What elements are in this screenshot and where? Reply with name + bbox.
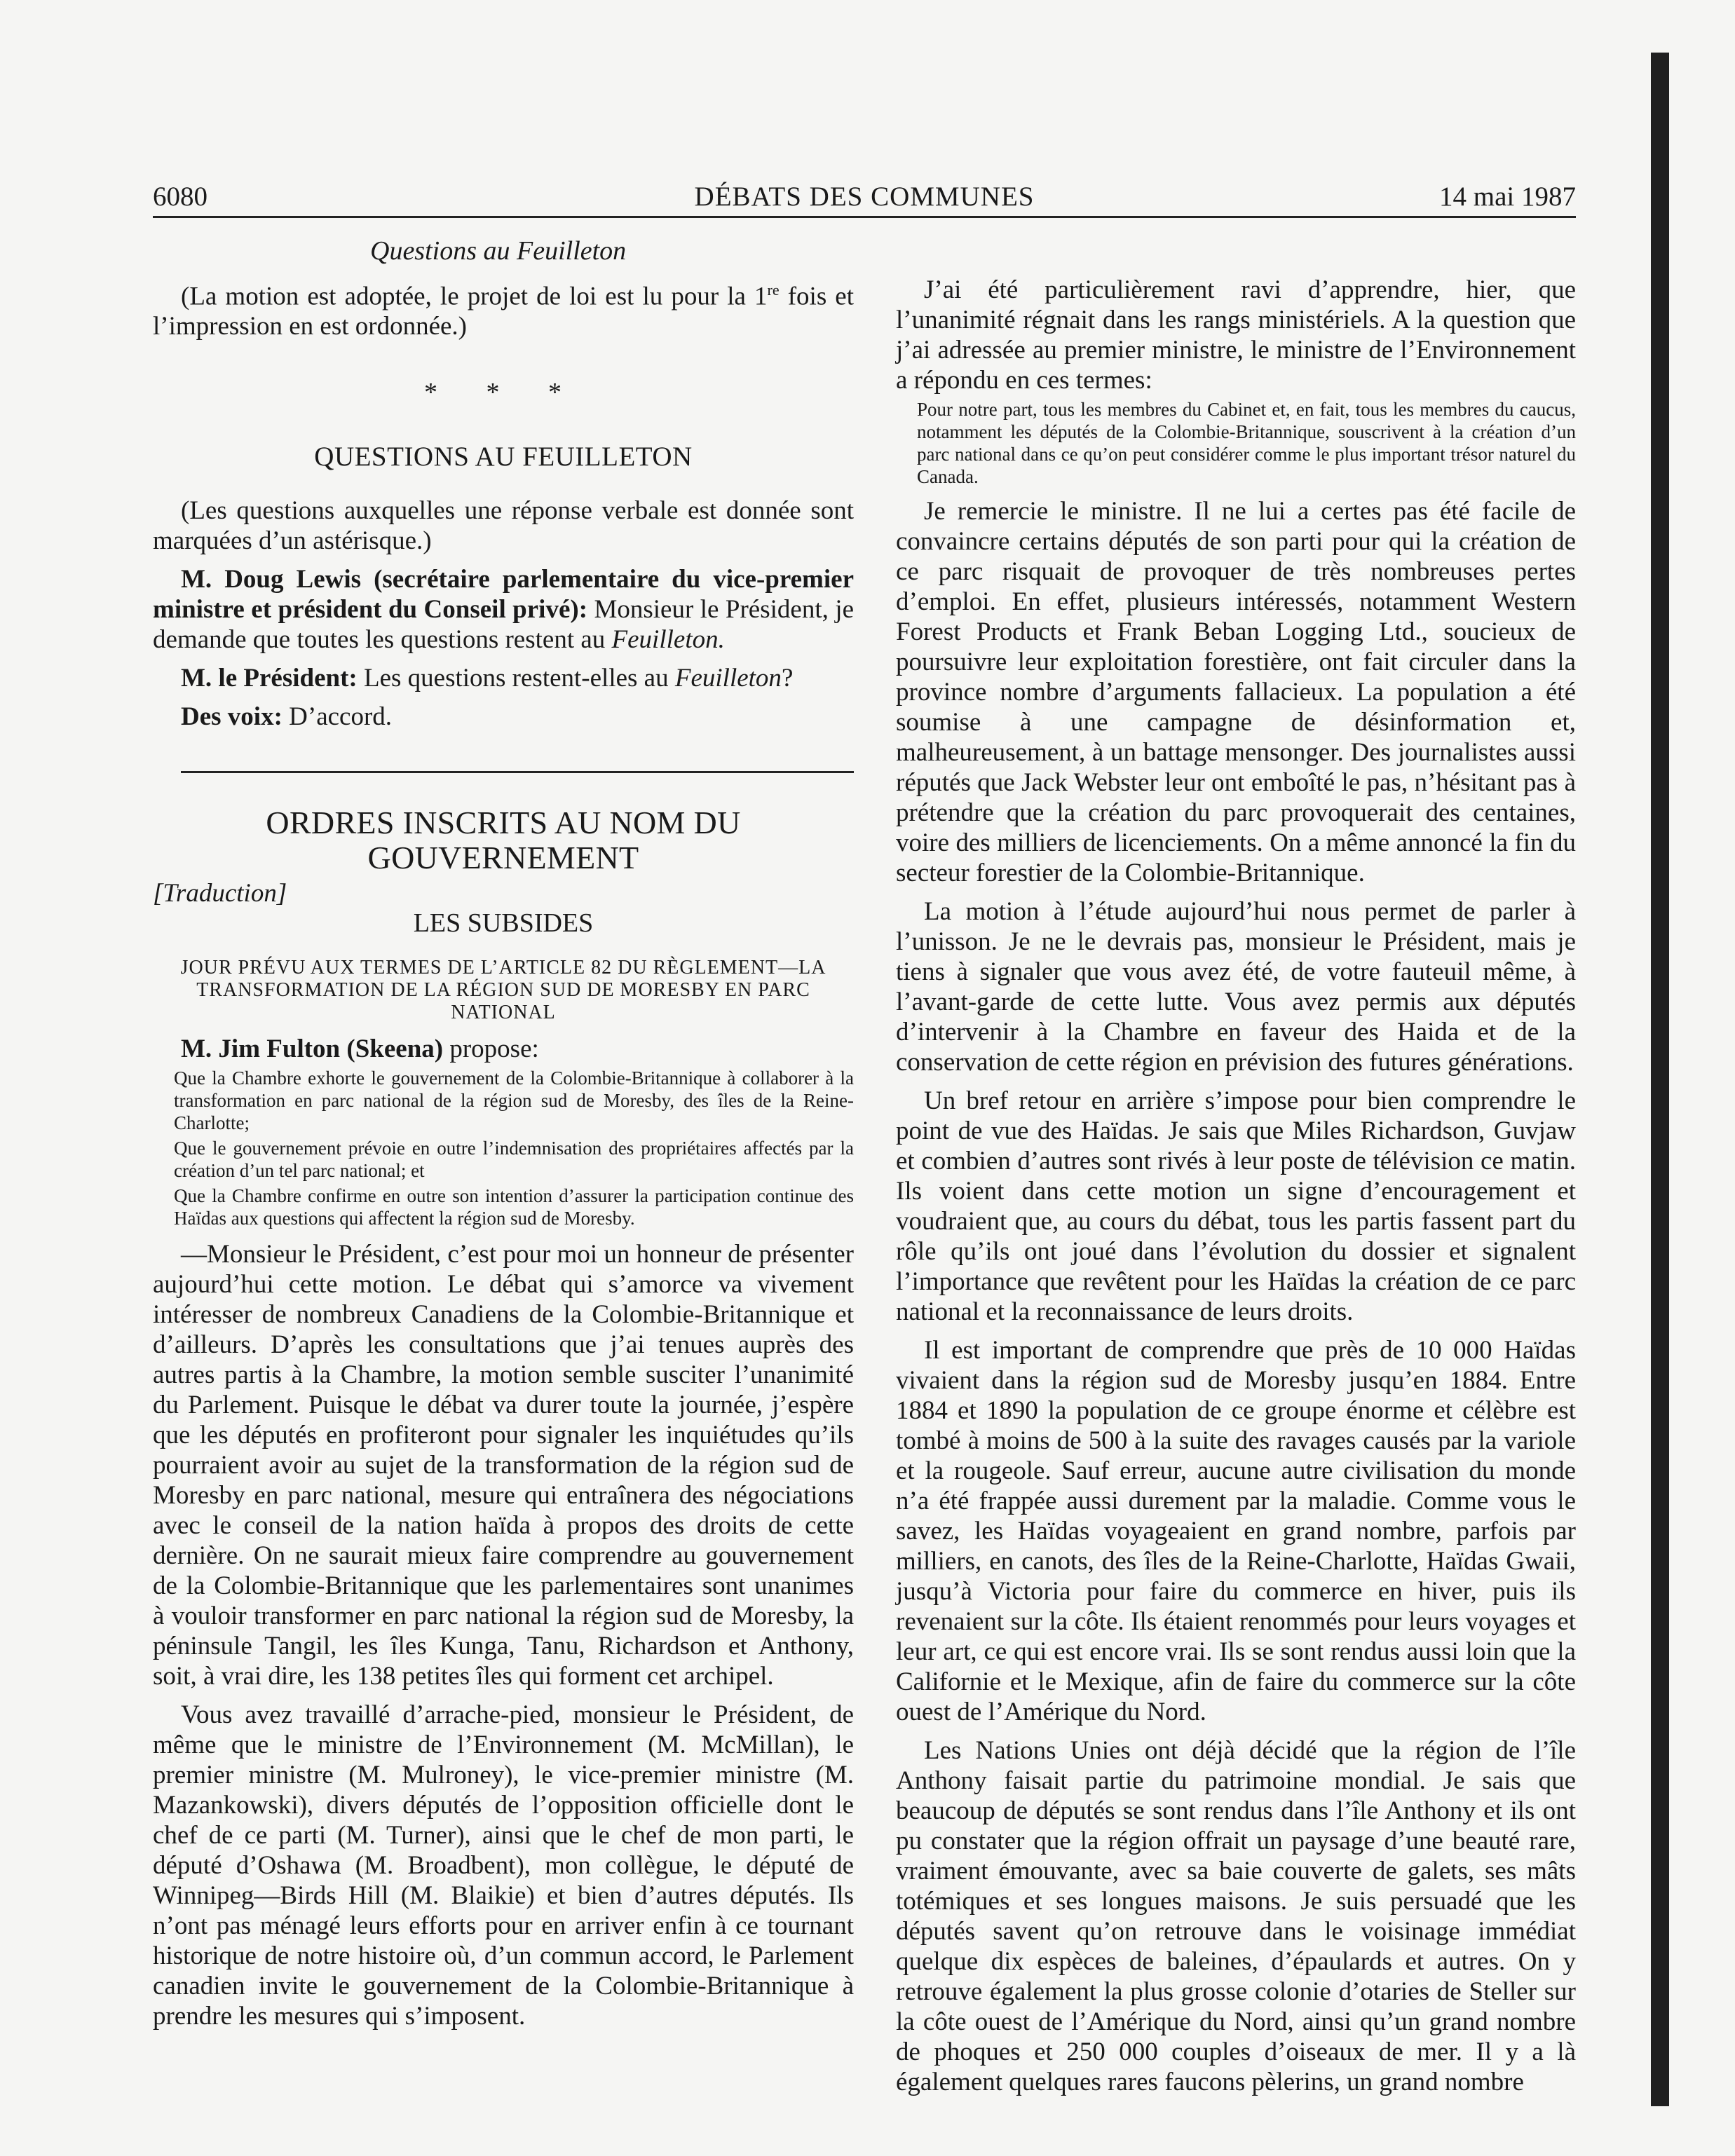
publication-title: DÉBATS DES COMMUNES [694,182,1035,212]
fulton-speech-paragraph: Vous avez travaillé d’arrache-pied, monsieur le Président, de même que le ministre de l’Environnement (M. McMillan), le premier ministre (M. Mulroney), le vice-premier ministre (M. Mazankowski), divers députés de l’opposition officielle dont le chef de ce parti (M. Turner), ainsi que le chef de mon parti, le député d’Oshawa (M. Broadbent), mon collègue, le député de Winnipeg—Birds Hill (M. Blaikie) et bien d’autres députés. Ils n’ont pas ménagé leurs efforts pour en arriver enfin à ce tournant historique de notre histoire où, d’un commun accord, le Parlement canadien invite le gouvernement de la Colombie-Britannique à prendre les mesures qui s’imposent. [153,1700,854,2031]
right-column [896,275,1576,2097]
header-rule [153,216,1576,218]
scan-edge-bar [1651,53,1669,2106]
lewis-intervention: M. Doug Lewis (secrétaire parlementaire du vice-premier ministre et président du Conseil privé): Monsieur le Président, je demande que toutes les questions restent au Feuilleton. [153,565,855,655]
questions-heading: QUESTIONS AU FEUILLETON [314,442,693,472]
speech-paragraph: Un bref retour en arrière s’impose pour bien comprendre le point de vue des Haïdas. Je sais que Miles Richardson, Guvjaw et combien d’autres sont rivés à leur poste de télévision ce matin. Ils voient dans cette motion un signe d’encouragement et voudraient que, au cours du débat, tous les partis fassent part du rôle qu’ils ont joué dans l’évolution du dossier et signalent l’importance que revêtent pour les Haïdas la création de ce parc national et la reconnaissance de leurs droits. [896,1086,1576,1326]
motion-clause-1: Que la Chambre exhorte le gouvernement de la Colombie-Britannique à collaborer à la transformation en parc national de la région sud de Moresby, des îles de la Reine-Charlotte; [174,1067,854,1134]
speech-paragraph: J’ai été particulièrement ravi d’apprendre, hier, que l’unanimité régnait dans les rangs ministériels. A la question que j’ai adressée au premier ministre, le ministre de l’Environnement a répondu en ces termes: [896,275,1576,395]
motion-adopted-note: (La motion est adoptée, le projet de loi est lu pour la 1re fois et l’impression en est ordonnée.) [153,281,855,341]
questions-note: (Les questions auxquelles une réponse verbale est donnée sont marquées d’un astérisque.) [153,496,854,556]
traduction-label: [Traduction] [153,879,287,908]
fulton-speech-paragraph: —Monsieur le Président, c’est pour moi un honneur de présenter aujourd’hui cette motion. Le débat qui s’amorce va vivement intéresser de nombreux Canadiens de la Colombie-Britannique et d’ailleurs. D’après les consultations que j’ai tenues auprès des autres partis à la Chambre, la motion semble susciter l’unanimité du Parlement. Puisque le débat va durer toute la journée, j’espère que les députés en profiteront pour signaler les inquiétudes qu’ils pourraient avoir au sujet de la transformation de la région sud de Moresby en parc national, mesure qui entraînera des négociations avec le conseil de la nation haïda à propos des droits de cette dernière. On ne saurait mieux faire comprendre au gouvernement de la Colombie-Britannique que les parlementaires sont unanimes à vouloir transformer en parc national la région sud de Moresby, la péninsule Tangil, les îles Kunga, Tanu, Richardson et Anthony, soit, à vrai dire, les 138 petites îles qui forment cet archipel. [153,1240,854,1691]
subsides-heading: LES SUBSIDES [413,908,594,939]
motion-clause-2: Que le gouvernement prévoie en outre l’indemnisation des propriétaires affectés par la création d’un tel parc national; et [174,1138,854,1182]
section-stars: * * * [424,378,583,408]
speech-paragraph: Les Nations Unies ont déjà décidé que la région de l’île Anthony faisait partie du patrimoine mondial. Je sais que beaucoup de députés se sont rendus dans l’île Anthony et ils ont pu constater que la région offrait un paysage d’une beauté rare, vraiment émouvante, avec sa baie couverte de galets, ses mâts totémiques et ses longues maisons. Je suis persuadé que les députés savent qu’on retrouve dans le voisinage immédiat quelque dix espèces de baleines, d’épaulards et autres. On y retrouve également la plus grosse colonie d’otaries de Steller sur la côte ouest de l’Amérique du Nord, ainsi qu’un grand nombre de phoques et 250 000 couples d’oiseaux de mer. Il y a là également quelques rares faucons pèlerins, un grand nombre [896,1736,1576,2096]
section-separator [181,771,854,773]
article-heading: JOUR PRÉVU AUX TERMES DE L’ARTICLE 82 DU RÈGLEMENT—LA TRANSFORMATION DE LA RÉGION SUD DE MORESBY EN PARC NATIONAL [180,957,826,1024]
speech-paragraph: Il est important de comprendre que près de 10 000 Haïdas vivaient dans la région sud de Moresby jusqu’en 1884. Entre 1884 et 1890 la population de ce groupe énorme et célèbre est tombé à moins de 500 à la suite des ravages causés par la variole et la rougeole. Sauf erreur, aucune autre civilisation du monde n’a été frappée aussi durement par la maladie. Comme vous le savez, les Haïdas voyageaient en grand nombre, parfois par milliers, en canots, des îles de la Reine-Charlotte, Haïdas Gwaii, jusqu’à Victoria pour faire du commerce en hiver, puis ils revenaient sur la côte. Ils étaient renommés pour leurs voyages et leur art, ce qui est encore vrai. Ils se sont rendus aussi loin que la Californie et le Mexique, afin de faire du commerce sur la côte ouest de l’Amérique du Nord. [896,1336,1576,1726]
page-number: 6080 [153,182,207,212]
president-intervention: M. le Président: Les questions restent-elles au Feuilleton? [181,664,794,693]
left-column [153,275,854,2031]
minister-quote: Pour notre part, tous les membres du Cabinet et, en fait, tous les membres du caucus, notamment les députés de la Colombie-Britannique, souscrivent à la création d’un parc national dans ce qu’on peut considérer comme le plus important trésor naturel du Canada. [917,399,1576,487]
issue-date: 14 mai 1987 [1439,182,1576,212]
voices-intervention: Des voix: D’accord. [181,702,393,732]
motion-clause-3: Que la Chambre confirme en outre son intention d’assurer la participation continue des Haïdas aux questions qui affectent la région sud de Moresby. [174,1185,854,1229]
orders-heading: ORDRES INSCRITS AU NOM DU GOUVERNEMENT [266,805,741,876]
speech-paragraph: Je remercie le ministre. Il ne lui a certes pas été facile de convaincre certains députés de son parti pour qui la création de ce parc risquait de provoquer de très nombreuses pertes d’emploi. En effet, plusieurs intéressés, notamment Western Forest Products et Frank Beban Logging Ltd., soucieux de poursuivre leur exploitation forestière, ont fait circuler dans la province nombre d’arguments fallacieux. La population a été soumise à une campagne de désinformation et, malheureusement, à un battage mensonger. Des journalistes aussi réputés que Jack Webster leur ont emboîté le pas, n’hésitant pas à prétendre que la création du parc provoquerait des centaines, voire des milliers de licenciements. On a même annoncé la fin du secteur forestier de la Colombie-Britannique. [896,497,1576,887]
running-title: Questions au Feuilleton [370,236,627,266]
speech-paragraph: La motion à l’étude aujourd’hui nous permet de parler à l’unisson. Je ne le devrais pas, monsieur le Président, mais je tiens à signaler que vous avez été, de votre fauteuil même, à l’avant-garde de cette lutte. Vous avez permis aux députés d’intervenir à la Chambre en faveur des Haida et de la conservation de cette région en prévision des futures générations. [896,897,1576,1077]
fulton-proposes: M. Jim Fulton (Skeena) propose: [181,1035,539,1064]
